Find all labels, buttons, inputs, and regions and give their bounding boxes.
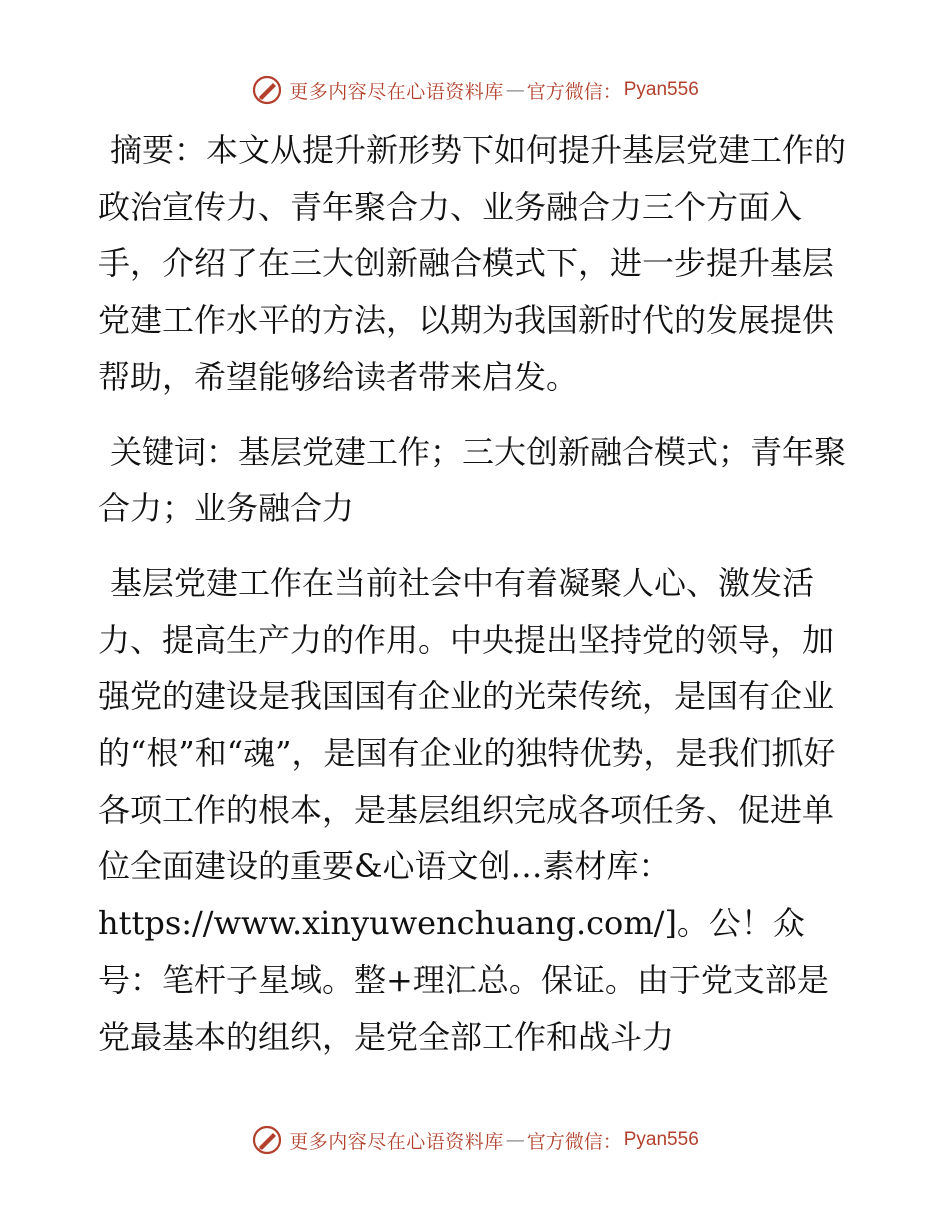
keywords-paragraph: 关键词：基层党建工作；三大创新融合模式；青年聚合力；业务融合力 xyxy=(98,432,847,528)
watermark-wechat-id: Pyan556 xyxy=(623,1129,699,1150)
watermark-footer xyxy=(0,1120,950,1160)
watermark-dash: — xyxy=(505,1129,525,1151)
watermark-wechat-id: Pyan556 xyxy=(623,79,699,100)
watermark-dash: — xyxy=(505,79,525,101)
abstract-paragraph: 摘要：本文从提升新形势下如何提升基层党建工作的政治宣传力、青年聚合力、业务融合力三个方面入手，介绍了在三大创新融合模式下，进一步提升基层党建工作水平的方法，以期为我国新时代的发展提供帮助，希望能够给读者带来启发。 xyxy=(98,131,847,396)
document-body xyxy=(98,122,848,1065)
watermark-label: 官方微信： xyxy=(526,80,622,103)
watermark-label: 官方微信： xyxy=(526,1130,622,1153)
brand-logo-icon xyxy=(251,1124,283,1156)
watermark-text: 更多内容尽在心语资料库 xyxy=(289,80,504,103)
watermark-text: 更多内容尽在心语资料库 xyxy=(289,1130,504,1153)
brand-logo-icon xyxy=(251,74,283,106)
body-paragraph: 基层党建工作在当前社会中有着凝聚人心、激发活力、提高生产力的作用。中央提出坚持党的领导，加强党的建设是我国国有企业的光荣传统，是国有企业的“根”和“魂”，是国有企业的独特优势，是我们抓好各项工作的根本，是基层组织完成各项任务、促进单位全面建设的重要&心语文创…素材库：https://www.xinyuwenchuang.com/]。公！众号：笔杆子星域。整+理汇总。保证。由于党支部是党最基本的组织，是党全部工作和战斗力 xyxy=(98,563,836,1056)
watermark-header xyxy=(0,70,950,110)
